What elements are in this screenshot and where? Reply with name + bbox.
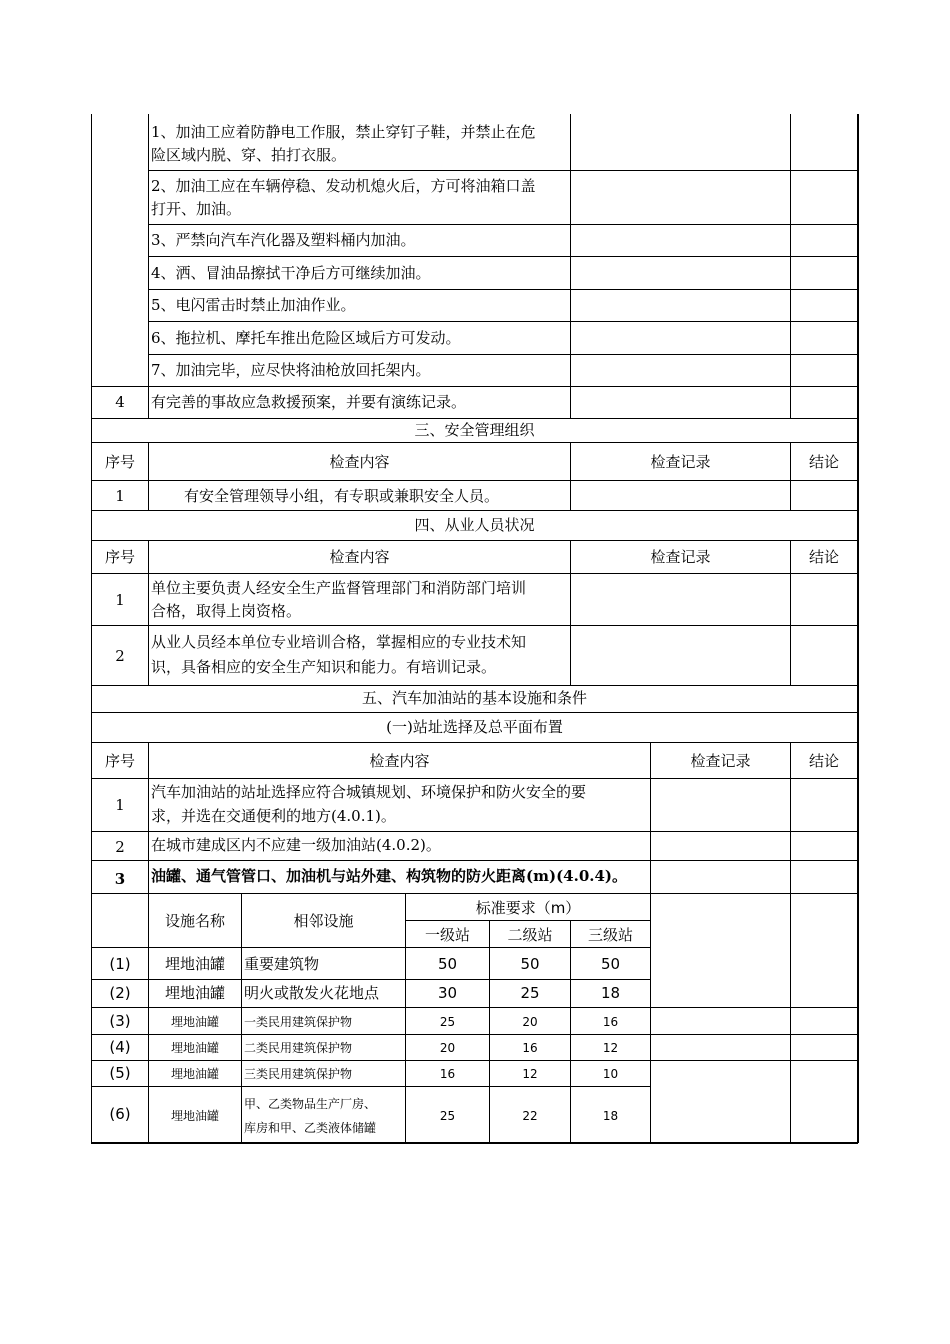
row-number: 4 (115, 393, 125, 411)
header-conclusion: 结论 (808, 752, 839, 770)
header-no: 序号 (104, 752, 135, 770)
table-row-no: (1) (109, 955, 131, 973)
col-divider (790, 742, 791, 1143)
row-divider (91, 979, 650, 980)
header-conclusion: 结论 (808, 453, 839, 471)
list-item: 3、严禁向汽车汽化器及塑料桶内加油。 (151, 231, 416, 249)
table-row-no: (4) (109, 1038, 131, 1056)
row-divider (91, 1034, 858, 1035)
table-row-adjacent: 二类民用建筑保护物 (244, 1041, 353, 1055)
table-cell-value: 50 (520, 955, 540, 973)
header-conclusion: 结论 (808, 548, 839, 566)
table-row-adjacent: 库房和甲、乙类液体储罐 (244, 1121, 377, 1135)
table-cell-value: 16 (602, 1015, 619, 1029)
table-cell-value: 12 (602, 1041, 619, 1055)
row-divider (91, 947, 650, 948)
table-cell-value: 18 (600, 984, 621, 1002)
col-divider (148, 114, 149, 418)
table-row-adjacent: 明火或散发火花地点 (244, 984, 380, 1002)
row-divider (91, 510, 858, 511)
row-content: 合格，取得上岗资格。 (151, 602, 302, 620)
row-content: 求，并选在交通便利的地方(4.0.1)。 (151, 807, 396, 825)
row-divider (148, 289, 858, 290)
row-content: 油罐、通气管管口、加油机与站外建、构筑物的防火距离(m)(4.0.4)。 (151, 867, 628, 885)
row-content: 单位主要负责人经安全生产监督管理部门和消防部门培训 (151, 579, 527, 597)
section-title: 五、汽车加油站的基本设施和条件 (361, 689, 587, 707)
row-divider (91, 685, 858, 686)
row-content: 从业人员经本单位专业培训合格，掌握相应的专业技术知 (151, 633, 527, 651)
table-cell-value: 50 (600, 955, 621, 973)
table-cell-value: 22 (522, 1109, 538, 1123)
level-header: 二级站 (507, 926, 553, 944)
section-subtitle: (一)站址选择及总平面布置 (386, 718, 563, 736)
row-divider (148, 224, 858, 225)
row-divider (148, 354, 858, 355)
table-cell-value: 25 (439, 1109, 456, 1123)
table-row-no: (2) (109, 984, 131, 1002)
table-row-facility: 埋地油罐 (170, 1015, 219, 1029)
table-row-facility: 埋地油罐 (170, 1067, 219, 1081)
list-item: 4、洒、冒油品擦拭干净后方可继续加油。 (151, 264, 431, 282)
table-row-adjacent: 三类民用建筑保护物 (244, 1067, 353, 1081)
table-row-adjacent: 重要建筑物 (244, 955, 320, 973)
table-row-facility: 埋地油罐 (164, 984, 225, 1002)
list-item: 5、电闪雷击时禁止加油作业。 (151, 296, 356, 314)
header-content: 检查内容 (329, 453, 390, 471)
row-number: 1 (115, 796, 125, 814)
list-item: 险区域内脱、穿、拍打衣服。 (151, 146, 347, 164)
row-content: 汽车加油站的站址选择应符合城镇规划、环境保护和防火安全的要 (151, 783, 587, 801)
row-number: 3 (114, 870, 126, 888)
header-record: 检查记录 (690, 752, 751, 770)
list-item: 打开、加油。 (151, 200, 242, 218)
table-border-right (857, 114, 859, 1143)
row-divider (91, 573, 858, 574)
level-header: 一级站 (424, 926, 470, 944)
row-divider (148, 170, 858, 171)
row-number: 2 (115, 647, 125, 665)
row-divider (91, 418, 858, 419)
row-divider (91, 1086, 650, 1087)
table-row-facility: 埋地油罐 (170, 1109, 219, 1123)
table-cell-value: 50 (437, 955, 458, 973)
header-content: 检查内容 (329, 548, 390, 566)
row-divider (91, 625, 858, 626)
row-divider (91, 1007, 858, 1008)
table-row-no: (3) (109, 1012, 131, 1030)
row-divider (91, 860, 858, 861)
table-border-bottom (91, 1142, 858, 1144)
col-divider (570, 114, 571, 418)
table-row-facility: 埋地油罐 (164, 955, 225, 973)
row-divider (148, 321, 858, 322)
table-row-no: (6) (109, 1105, 131, 1123)
table-row-facility: 埋地油罐 (170, 1041, 219, 1055)
col-divider (650, 742, 651, 1143)
row-content: 在城市建成区内不应建一级加油站(4.0.2)。 (151, 836, 441, 854)
table-cell-value: 20 (522, 1015, 538, 1029)
col-facility-header: 设施名称 (164, 912, 225, 930)
col-adjacent-header: 相邻设施 (293, 912, 354, 930)
header-no: 序号 (104, 548, 135, 566)
row-content: 识，具备相应的安全生产知识和能力。有培训记录。 (151, 658, 497, 676)
table-cell-value: 10 (602, 1067, 619, 1081)
row-divider (91, 1060, 858, 1061)
row-divider (148, 256, 858, 257)
row-content: 有安全管理领导小组，有专职或兼职安全人员。 (184, 487, 500, 505)
row-content: 有完善的事故应急救援预案，并要有演练记录。 (151, 393, 467, 411)
section-title: 四、从业人员状况 (414, 516, 535, 534)
row-divider (91, 540, 858, 541)
row-divider (91, 712, 858, 713)
table-row-adjacent: 一类民用建筑保护物 (244, 1015, 353, 1029)
row-divider (91, 386, 858, 387)
row-number: 2 (115, 838, 125, 856)
table-cell-value: 25 (439, 1015, 456, 1029)
table-row-adjacent: 甲、乙类物品生产厂房、 (244, 1097, 377, 1111)
list-item: 2、加油工应在车辆停稳、发动机熄火后，方可将油箱口盖 (151, 177, 536, 195)
row-number: 1 (115, 591, 125, 609)
col-standard-header: 标准要求（m） (475, 899, 581, 917)
row-divider (91, 778, 858, 779)
row-divider (91, 742, 858, 743)
list-item: 7、加油完毕，应尽快将油枪放回托架内。 (151, 361, 431, 379)
header-record: 检查记录 (650, 453, 711, 471)
table-cell-value: 12 (522, 1067, 538, 1081)
table-cell-value: 16 (522, 1041, 538, 1055)
list-item: 6、拖拉机、摩托车推出危险区域后方可发动。 (151, 329, 461, 347)
list-item: 1、加油工应着防静电工作服，禁止穿钉子鞋，并禁止在危 (151, 123, 536, 141)
row-divider (405, 920, 650, 921)
table-cell-value: 16 (439, 1067, 456, 1081)
level-header: 三级站 (587, 926, 633, 944)
header-record: 检查记录 (650, 548, 711, 566)
header-content: 检查内容 (369, 752, 430, 770)
table-cell-value: 25 (520, 984, 540, 1002)
row-divider (91, 831, 858, 832)
table-cell-value: 18 (602, 1109, 619, 1123)
row-divider (91, 480, 858, 481)
section-title: 三、安全管理组织 (414, 421, 535, 439)
row-divider (91, 442, 858, 443)
row-number: 1 (115, 487, 125, 505)
col-divider (790, 114, 791, 418)
table-cell-value: 30 (437, 984, 458, 1002)
table-row-no: (5) (109, 1064, 131, 1082)
header-no: 序号 (104, 453, 135, 471)
row-divider (91, 893, 858, 894)
table-cell-value: 20 (439, 1041, 456, 1055)
